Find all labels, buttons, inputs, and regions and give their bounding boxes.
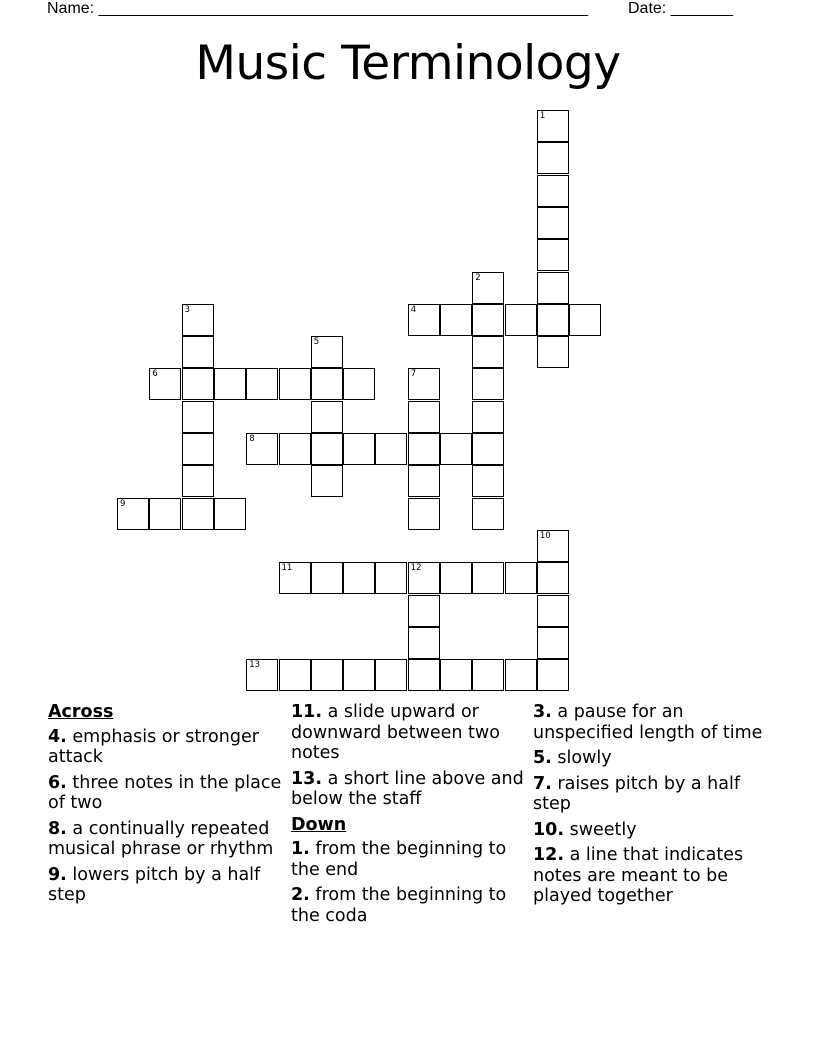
grid-cell[interactable] [408,401,440,433]
grid-cell[interactable] [537,530,569,562]
page-title: Music Terminology [195,36,621,91]
grid-cell[interactable] [279,433,311,465]
grid-cell[interactable] [375,562,407,594]
grid-cell[interactable] [408,562,440,594]
grid-cell[interactable] [149,368,181,400]
across-heading: Across [48,702,114,722]
cell-number: 9 [120,498,126,509]
grid-cell[interactable] [537,272,569,304]
grid-cell[interactable] [408,498,440,530]
grid-cell[interactable] [408,627,440,659]
grid-cell[interactable] [505,304,537,336]
down-heading: Down [291,814,347,835]
grid-cell[interactable] [246,368,278,400]
grid-cell[interactable] [537,239,569,271]
grid-cell[interactable] [537,142,569,174]
grid-cell[interactable] [408,433,440,465]
grid-cell[interactable] [182,336,214,368]
grid-cell[interactable] [214,498,246,530]
clue-down-7: 7. raises pitch by a half step [533,773,741,814]
grid-cell[interactable] [440,562,472,594]
clue-down-3: 3. a pause for an unspecified length of time [533,702,763,743]
grid-cell[interactable] [537,627,569,659]
grid-cell[interactable] [569,304,601,336]
grid-cell[interactable] [117,498,149,530]
grid-cell[interactable] [311,336,343,368]
clue-down-1: 1. from the beginning to the end [291,839,507,880]
grid-cell[interactable] [311,433,343,465]
grid-cell[interactable] [472,336,504,368]
clue-column-2 [291,702,527,931]
clue-across-13: 13. a short line above and below the staff [291,768,524,809]
cell-number: 12 [410,563,422,574]
grid-cell[interactable] [440,304,472,336]
grid-cell[interactable] [537,175,569,207]
cell-number: 11 [281,563,293,574]
grid-cell[interactable] [311,401,343,433]
cell-number: 2 [475,272,481,283]
date-field[interactable]: Date: _______ [628,0,733,17]
clue-across-6: 6. three notes in the place of two [48,772,282,813]
grid-cell[interactable] [311,465,343,497]
clue-down-10: 10. sweetly [533,819,637,840]
grid-cell[interactable] [343,368,375,400]
grid-cell[interactable] [279,659,311,691]
grid-cell[interactable] [440,433,472,465]
grid-cell[interactable] [472,498,504,530]
grid-cell[interactable] [472,272,504,304]
grid-cell[interactable] [343,433,375,465]
grid-cell[interactable] [472,562,504,594]
cell-number: 8 [249,434,255,444]
grid-cell[interactable] [537,595,569,627]
clue-across-11: 11. a slide upward or downward between two notes [291,702,500,763]
grid-cell[interactable] [343,562,375,594]
grid-cell[interactable] [408,304,440,336]
grid-cell[interactable] [279,562,311,594]
grid-cell[interactable] [537,304,569,336]
clue-across-8: 8. a continually repeated musical phrase or rhythm [48,818,274,859]
clue-down-2: 2. from the beginning to the coda [291,885,507,926]
grid-cell[interactable] [408,368,440,400]
cell-number: 6 [152,369,158,380]
grid-cell[interactable] [311,562,343,594]
grid-cell[interactable] [537,562,569,594]
clue-across-4: 4. emphasis or stronger attack [48,726,259,767]
grid-cell[interactable] [537,336,569,368]
cell-number: 10 [539,530,551,541]
grid-cell[interactable] [505,659,537,691]
grid-cell[interactable] [214,368,246,400]
clue-column-3 [533,702,773,912]
grid-cell[interactable] [472,401,504,433]
grid-cell[interactable] [311,368,343,400]
grid-cell[interactable] [311,659,343,691]
cell-number: 7 [410,369,417,380]
cell-number: 1 [539,111,546,121]
grid-cell[interactable] [472,659,504,691]
grid-cell[interactable] [279,368,311,400]
grid-cell[interactable] [182,401,214,433]
grid-cell[interactable] [246,433,278,465]
grid-cell[interactable] [149,498,181,530]
clue-column-1 [48,702,284,911]
grid-cell[interactable] [472,465,504,497]
clue-across-9: 9. lowers pitch by a half step [48,864,261,905]
grid-cell[interactable] [472,304,504,336]
cell-number: 3 [184,304,191,315]
grid-cell[interactable] [440,659,472,691]
grid-cell[interactable] [537,659,569,691]
grid-cell[interactable] [182,465,214,497]
grid-cell[interactable] [343,659,375,691]
cell-number: 4 [410,304,417,315]
grid-cell[interactable] [182,304,214,336]
grid-cell[interactable] [246,659,278,691]
grid-cell[interactable] [182,498,214,530]
grid-cell[interactable] [537,207,569,239]
grid-cell[interactable] [375,659,407,691]
clue-down-5: 5. slowly [533,748,612,768]
grid-cell[interactable] [408,595,440,627]
grid-cell[interactable] [408,465,440,497]
grid-cell[interactable] [537,110,569,142]
cell-number: 5 [313,337,320,348]
grid-cell[interactable] [375,433,407,465]
grid-cell[interactable] [182,433,214,465]
cell-number: 13 [249,660,261,671]
grid-cell[interactable] [505,562,537,594]
grid-cell[interactable] [408,659,440,691]
name-field[interactable]: Name: _______________________________________________________ [47,0,588,17]
grid-cell[interactable] [182,368,214,400]
clue-down-12: 12. a line that indicates notes are meant to be played together [533,845,744,906]
grid-cell[interactable] [472,368,504,400]
grid-cell[interactable] [472,433,504,465]
